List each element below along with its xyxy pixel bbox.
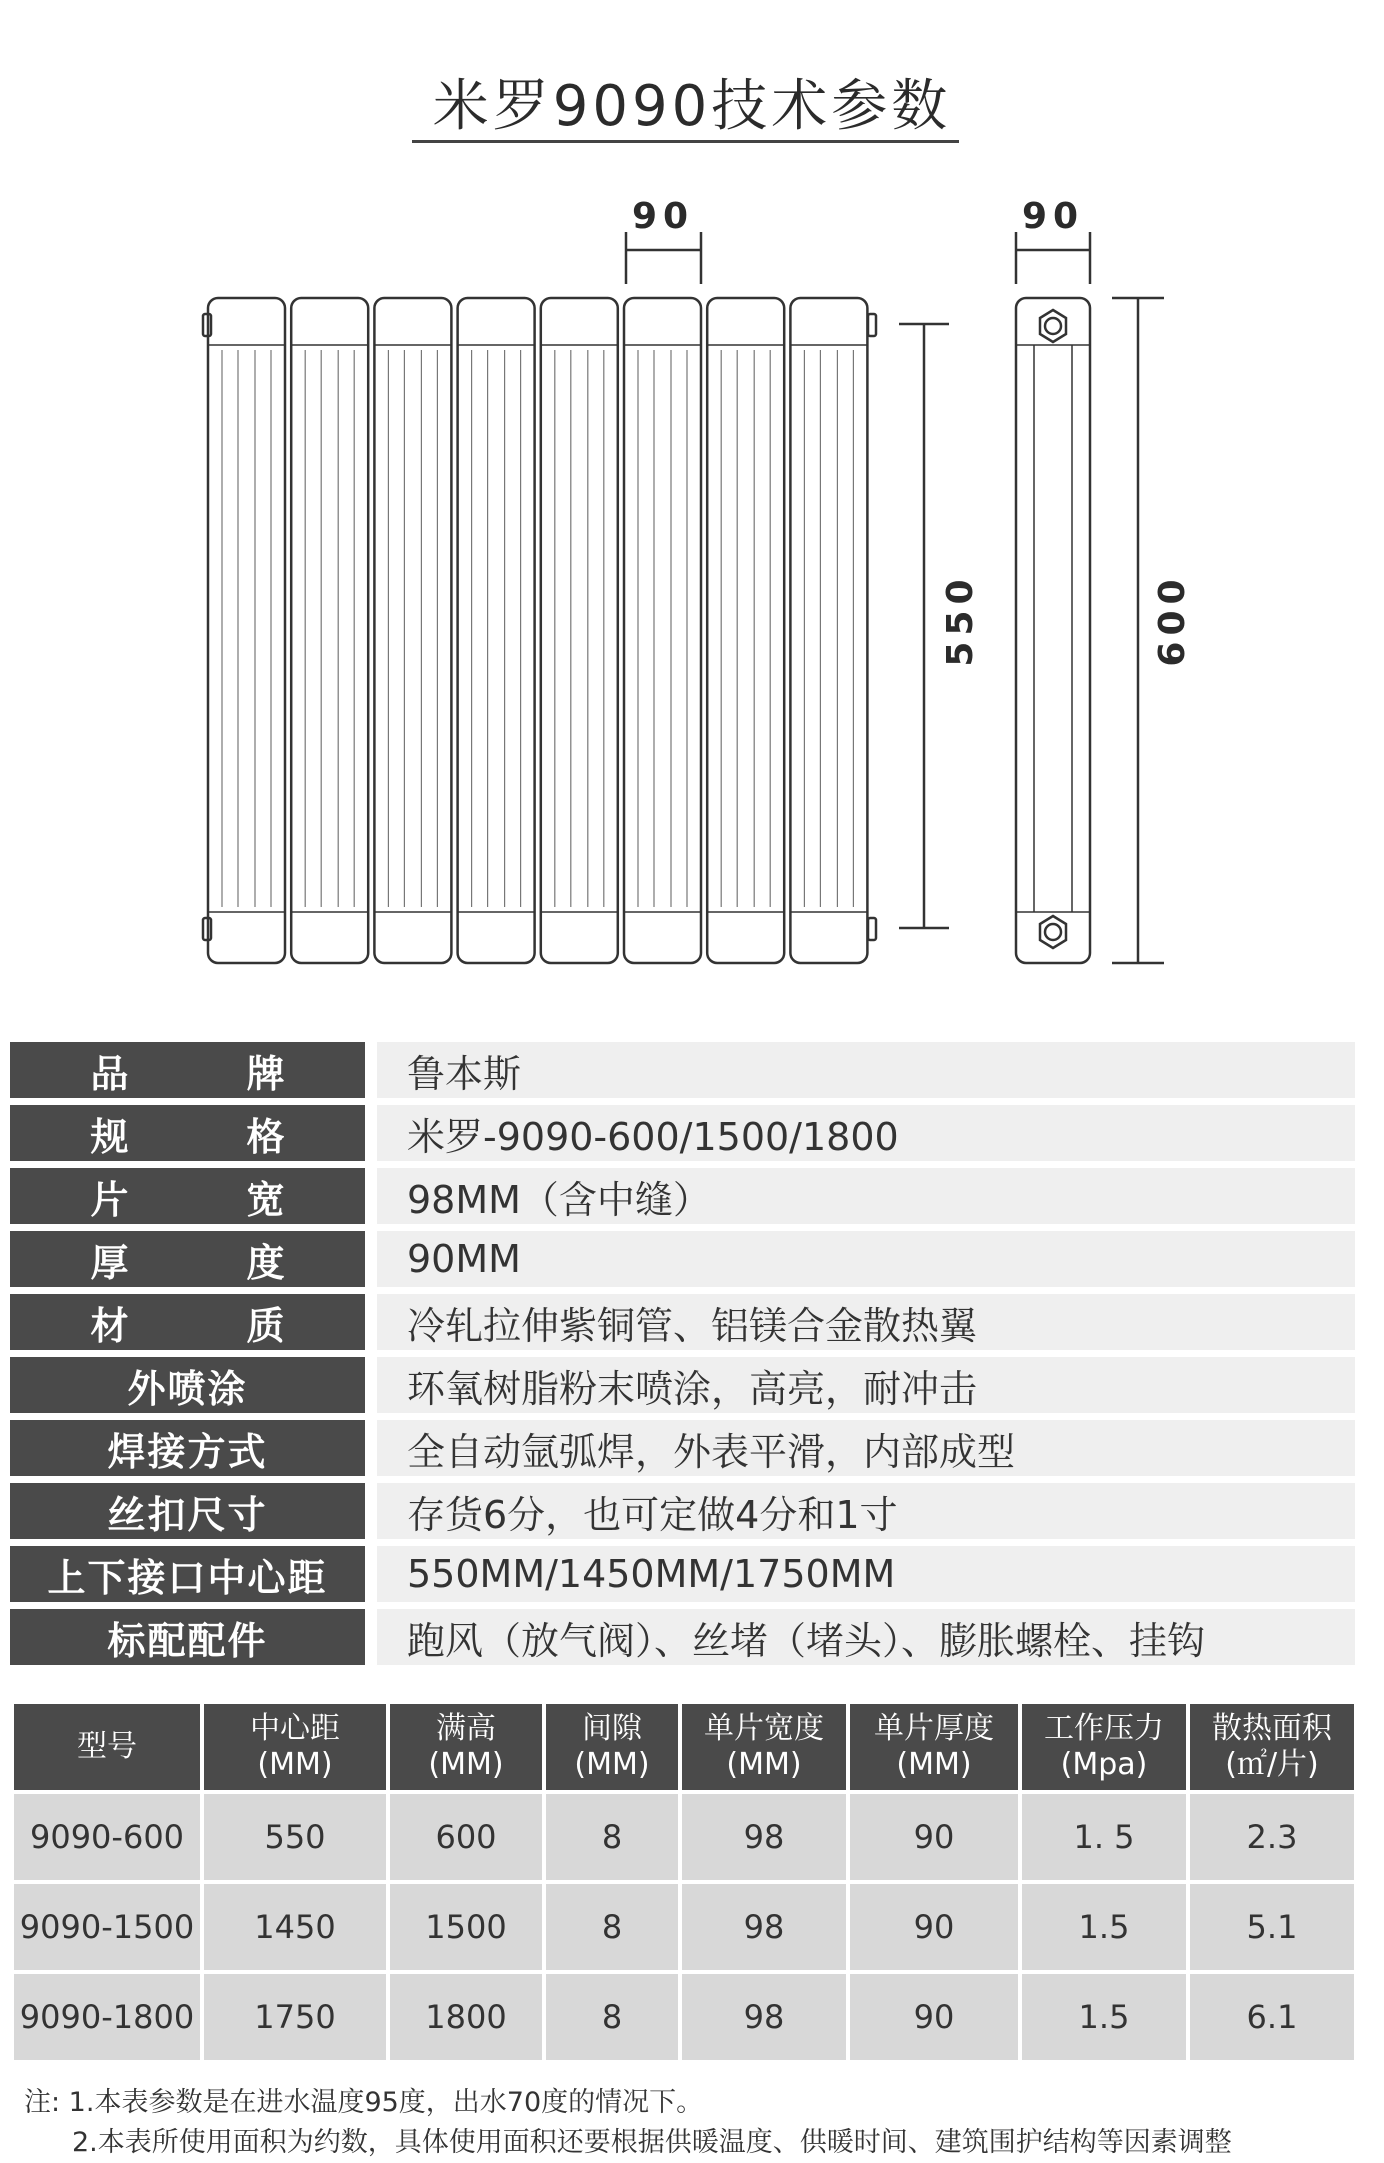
radiator-section	[707, 298, 784, 963]
table-cell: 550	[204, 1794, 386, 1880]
spec-label: 上下接口中心距	[10, 1546, 365, 1602]
spec-value: 550MM/1450MM/1750MM	[377, 1546, 1355, 1602]
side-view	[1016, 298, 1090, 963]
spec-label: 材 质	[10, 1294, 365, 1350]
spec-row-thread	[10, 1483, 1355, 1539]
radiator-front-view	[203, 298, 876, 963]
table-cell: 1800	[390, 1974, 542, 2060]
spec-label: 焊接方式	[10, 1420, 365, 1476]
table-row	[14, 1884, 1354, 1970]
table-row	[14, 1974, 1354, 2060]
parameter-table	[10, 1700, 1358, 2064]
table-cell: 8	[546, 1794, 678, 1880]
radiator-section	[541, 298, 618, 963]
spec-row-brand	[10, 1042, 1355, 1098]
spec-row-model	[10, 1105, 1355, 1161]
page-title: 米罗9090技术参数	[432, 74, 952, 139]
column-header: 散热面积 (㎡/片)	[1190, 1704, 1354, 1790]
width-dimension-label: 90	[631, 196, 695, 237]
table-cell: 1.5	[1022, 1884, 1186, 1970]
radiator-section	[374, 298, 451, 963]
spec-value: 冷轧拉伸紫铜管、铝镁合金散热翼	[377, 1294, 1355, 1350]
table-cell: 1.5	[1022, 1974, 1186, 2060]
spec-value: 存货6分，也可定做4分和1寸	[377, 1483, 1355, 1539]
footnote-2: 2.本表所使用面积为约数，具体使用面积还要根据供暖温度、供暖时间、建筑围护结构等因素调整	[72, 2127, 1232, 2158]
spec-label: 外喷涂	[10, 1357, 365, 1413]
table-cell: 2.3	[1190, 1794, 1354, 1880]
table-cell: 600	[390, 1794, 542, 1880]
table-cell: 9090-1800	[14, 1974, 200, 2060]
table-cell: 98	[682, 1974, 846, 2060]
spec-label: 标配配件	[10, 1609, 365, 1665]
radiator-section	[291, 298, 368, 963]
footnotes	[24, 2083, 1232, 2163]
table-cell: 90	[850, 1884, 1018, 1970]
table-cell: 1500	[390, 1884, 542, 1970]
spec-label: 丝扣尺寸	[10, 1483, 365, 1539]
spec-table	[10, 1042, 1355, 1672]
spec-row-coating	[10, 1357, 1355, 1413]
column-header: 型号	[14, 1704, 200, 1790]
column-header: 工作压力 (Mpa)	[1022, 1704, 1186, 1790]
spec-row-material	[10, 1294, 1355, 1350]
table-cell: 9090-1500	[14, 1884, 200, 1970]
spec-label: 片 宽	[10, 1168, 365, 1224]
spec-row-thickness	[10, 1231, 1355, 1287]
table-cell: 1750	[204, 1974, 386, 2060]
radiator-section	[208, 298, 285, 963]
center-distance-label: 550	[940, 573, 981, 667]
table-cell: 9090-600	[14, 1794, 200, 1880]
spec-row-welding	[10, 1420, 1355, 1476]
table-cell: 90	[850, 1974, 1018, 2060]
table-cell: 90	[850, 1794, 1018, 1880]
radiator-drawing	[0, 0, 1384, 1000]
table-cell: 98	[682, 1794, 846, 1880]
spec-value: 全自动氩弧焊，外表平滑，内部成型	[377, 1420, 1355, 1476]
column-header: 单片厚度 (MM)	[850, 1704, 1018, 1790]
table-cell: 98	[682, 1884, 846, 1970]
footnote-1: 注: 1.本表参数是在进水温度95度，出水70度的情况下。	[24, 2087, 704, 2118]
radiator-section	[458, 298, 535, 963]
spec-row-accessories	[10, 1609, 1355, 1665]
spec-row-width	[10, 1168, 1355, 1224]
side-body	[1016, 298, 1090, 963]
table-cell: 1. 5	[1022, 1794, 1186, 1880]
radiator-section	[624, 298, 701, 963]
spec-row-center-distance	[10, 1546, 1355, 1602]
spec-value: 跑风（放气阀）、丝堵（堵头）、膨胀螺栓、挂钩	[377, 1609, 1355, 1665]
spec-value: 98MM（含中缝）	[377, 1168, 1355, 1224]
column-header: 中心距 (MM)	[204, 1704, 386, 1790]
spec-label: 规 格	[10, 1105, 365, 1161]
table-row	[14, 1794, 1354, 1880]
table-cell: 8	[546, 1974, 678, 2060]
spec-value: 环氧树脂粉末喷涂，高亮，耐冲击	[377, 1357, 1355, 1413]
column-header: 满高 (MM)	[390, 1704, 542, 1790]
table-cell: 1450	[204, 1884, 386, 1970]
depth-dimension-label: 90	[1021, 196, 1085, 237]
table-cell: 5.1	[1190, 1884, 1354, 1970]
full-height-label: 600	[1152, 573, 1193, 667]
spec-value: 米罗-9090-600/1500/1800	[377, 1105, 1355, 1161]
column-header: 间隙 (MM)	[546, 1704, 678, 1790]
table-header-row	[14, 1704, 1354, 1790]
column-header: 单片宽度 (MM)	[682, 1704, 846, 1790]
spec-value: 90MM	[377, 1231, 1355, 1287]
table-cell: 6.1	[1190, 1974, 1354, 2060]
table-cell: 8	[546, 1884, 678, 1970]
spec-value: 鲁本斯	[377, 1042, 1355, 1098]
spec-label: 品 牌	[10, 1042, 365, 1098]
radiator-section	[790, 298, 867, 963]
spec-label: 厚 度	[10, 1231, 365, 1287]
